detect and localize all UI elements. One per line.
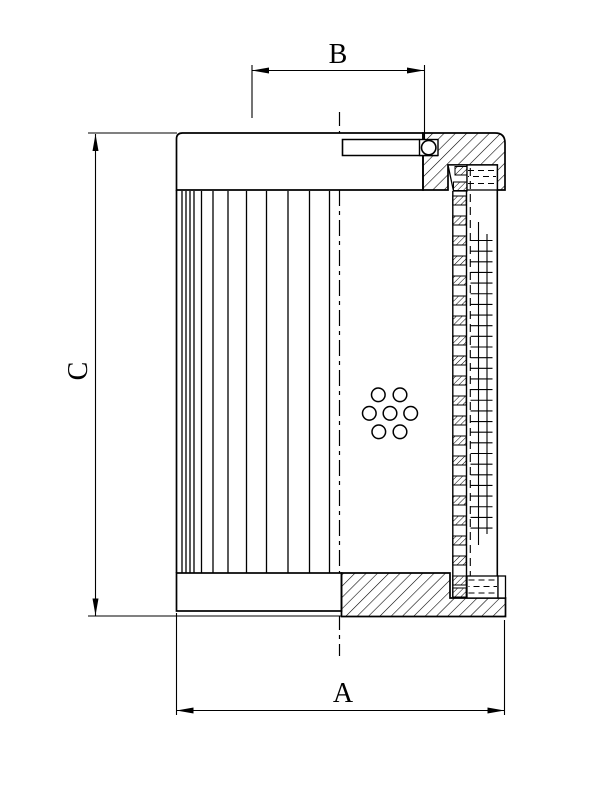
perforation-hole [393,425,407,439]
bottom-outer-lip [498,576,506,598]
dimension-label-b: B [328,39,348,70]
core-perforation-segment [453,416,466,425]
dimension-label-c: C [63,361,94,381]
core-perforation-segment [453,456,466,465]
core-perforation-segment [453,496,466,505]
core-perforation-segment [453,356,466,365]
core-top-hatch-2 [454,182,468,191]
gasket-bottom [467,576,498,598]
top-cap-body [177,133,424,190]
perforation-hole [372,425,386,439]
core-perforation-segment [453,476,466,485]
perforation-hole [383,407,397,421]
core-perforation-segment [453,256,466,265]
core-perforation-segment [453,196,466,205]
perforation-hole [404,407,418,421]
core-perforation-segment [453,276,466,285]
dimension-label-a: A [332,678,354,709]
core-perforation-segment [453,556,466,565]
gasket-top [467,165,497,190]
core-top-hatch-1 [455,167,467,176]
core-perforation-segment [453,376,466,385]
core-perforation-segment [453,296,466,305]
core-perforation-segment [453,336,466,345]
core-perforation-segment [453,436,466,445]
top-end-cap [177,133,506,191]
core-tube-perforations [453,196,466,597]
core-perforation-segment [453,316,466,325]
bottom-cap-body [177,573,342,611]
core-perforation-segment [453,236,466,245]
core-perforation-segment [453,216,466,225]
perforation-hole [363,407,377,421]
core-perforation-segment [453,588,466,597]
core-perforation-segment [453,536,466,545]
o-ring [422,140,436,154]
perforation-hole [393,388,407,402]
core-perforation-segment [453,396,466,405]
core-perforation-segment [453,516,466,525]
perforation-hole [372,388,386,402]
core-perforation-segment [453,576,466,585]
